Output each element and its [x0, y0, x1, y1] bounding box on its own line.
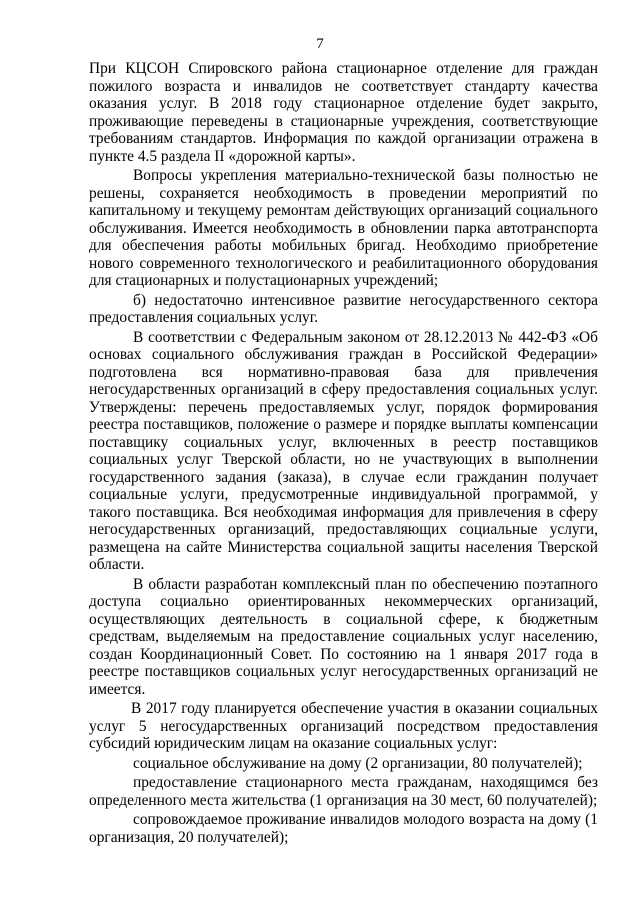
paragraph-material-base: Вопросы укрепления материально-технической базы полностью не решены, сохраняется необходимость в проведении мероприятий по капитальному и текущему ремонтам действующих организаций социального обслуживания. Имеется необходимость в обновлении парка автотранспорта для обеспечения работы мобильных бригад. Необходимо приобретение нового современного технологического и реабилитационного оборудования для стационарных и полустационарных учреждений;: [89, 167, 598, 289]
paragraph-nongov-sector: б) недостаточно интенсивное развитие негосударственного сектора предоставления социальных услуг.: [89, 291, 598, 326]
paragraph-kcson-inpatient: При КЦСОН Спировского района стационарное отделение для граждан пожилого возраста и инвалидов не соответствует стандарту качества оказания услуг. В 2018 году стационарное отделение будет закрыто, проживающие переведены в стационарные учреждения, соответствующие требованиям стандартов. Информация по каждой организации отражена в пункте 4.5 раздела II «дорожной карты».: [89, 60, 598, 165]
paragraph-comprehensive-plan: В области разработан комплексный план по обеспечению поэтапного доступа социально ориентированных некоммерческих организаций, осуществляющих деятельность в социальной сфере, к бюджетным средствам, выделяемым на предоставление социальных услуг населению, создан Координационный Совет. По состоянию на 1 января 2017 года в реестре поставщиков социальных услуг негосударственных организаций не имеется.: [89, 575, 598, 698]
list-item-home-service: социальное обслуживание на дому (2 организации, 80 получателей);: [133, 754, 583, 772]
paragraph-federal-law: В соответствии с Федеральным законом от 28.12.2013 № 442-ФЗ «Об основах социального обслуживания граждан в Российской Федерации» подготовлена вся нормативно-правовая база для привлечения негосударственных организаций в сферу предоставления социальных услуг. Утверждены: перечень предоставляемых услуг, порядок формирования реестра поставщиков, положение о размере и порядке выплаты компенсации поставщику социальных услуг, включенных в реестр поставщиков социальных услуг Тверской области, но не участвующих в выполнении государственного задания (заказа), в случае если гражданин получает социальные услуги, предусмотренные индивидуальной программой, у такого поставщика. Вся необходимая информация для привлечения в сферу негосударственных организаций, предоставляющих социальные услуги, размещена на сайте Министерства социальной защиты населения Тверской области.: [89, 328, 598, 573]
list-item-accompanied-living: сопровождаемое проживание инвалидов молодого возраста на дому (1 организация, 20 получателей);: [89, 811, 598, 846]
body-text: [89, 60, 598, 846]
page-number: 7: [316, 36, 324, 52]
paragraph-2017-plan: В 2017 году планируется обеспечение участия в оказании социальных услуг 5 негосударственных организаций посредством предоставления субсидий юридическим лицам на оказание социальных услуг:: [89, 700, 598, 752]
list-item-stationary-place: предоставление стационарного места гражданам, находящимся без определенного места жительства (1 организация на 30 мест, 60 получателей);: [89, 774, 598, 809]
